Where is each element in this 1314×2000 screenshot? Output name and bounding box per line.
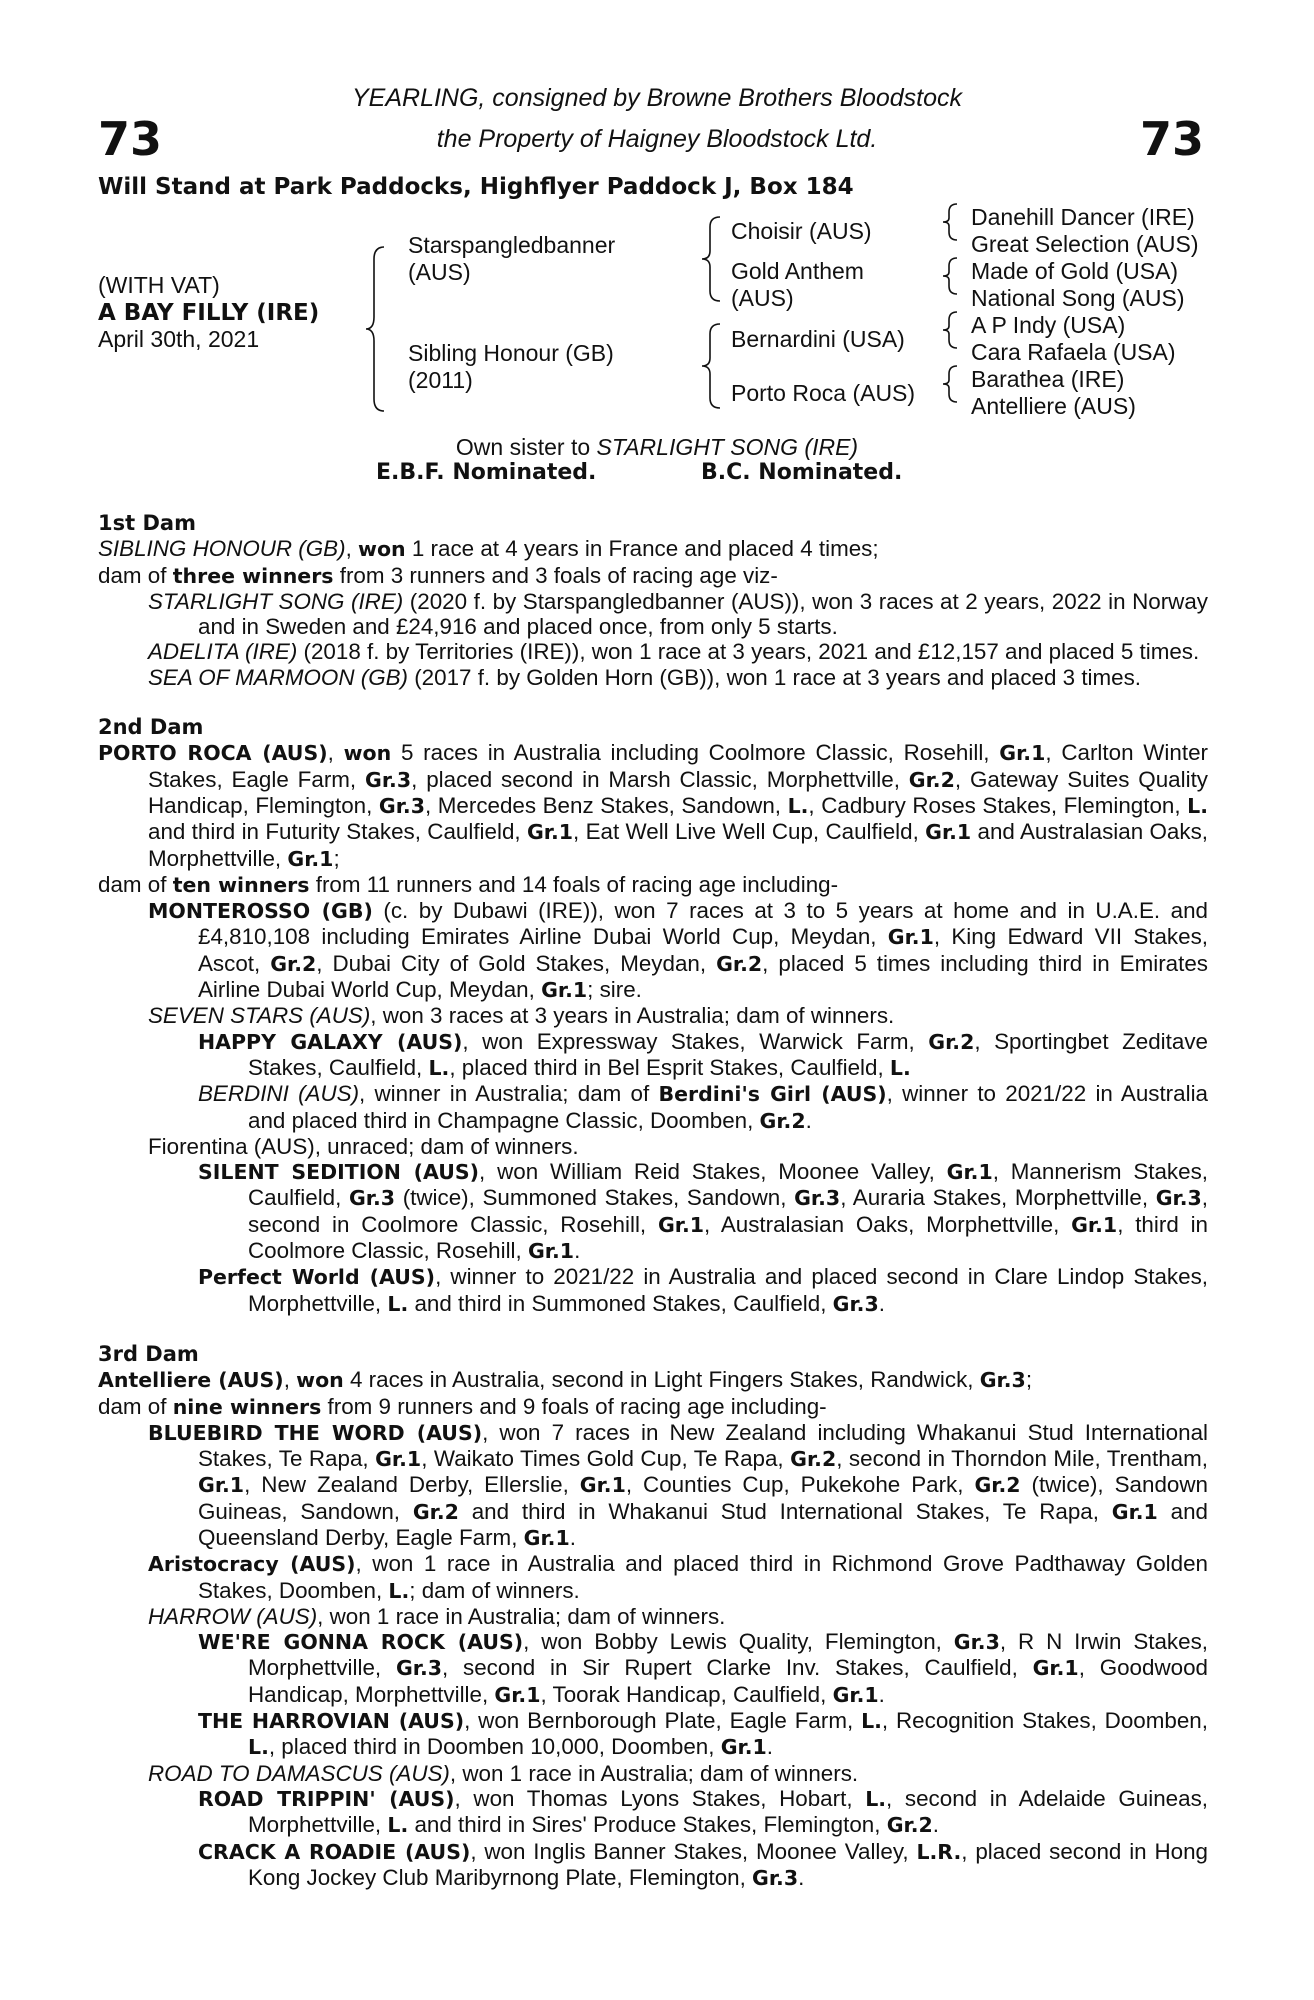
lot-number-right: 73 (1139, 112, 1204, 166)
grandfoal-entry: SILENT SEDITION (AUS), won William Reid Stakes, Moonee Valley, Gr.1, Mannerism Stakes, Caulfield, Gr.3 (twice), Summoned Stakes, Sandown, Gr.3, Auraria Stakes, Morphettville, Gr.3, second in Coolmore Classic, Rosehill, Gr.1, Australasian Oaks, Morphettville, Gr.1, third in Coolmore Classic, Rosehill, Gr.1. (198, 1159, 1209, 1264)
third-dam-intro: Antelliere (AUS), won 4 races in Australia, second in Light Fingers Stakes, Randwick, Gr.3; (98, 1367, 1033, 1393)
stand-location: Will Stand at Park Paddocks, Highflyer Paddock J, Box 184 (98, 174, 854, 200)
vat-note: (WITH VAT) (98, 272, 220, 298)
own-sister-note: Own sister to STARLIGHT SONG (IRE) (455, 434, 859, 460)
first-dam-intro: SIBLING HONOUR (GB), won 1 race at 4 years in France and placed 4 times; (98, 536, 879, 562)
grandfoal-entry: BERDINI (AUS), winner in Australia; dam of Berdini's Girl (AUS), winner to 2021/22 in Australia and placed third in Champagne Classic, Doomben, Gr.2. (198, 1081, 1208, 1133)
dam-sire: Bernardini (USA) (731, 326, 905, 352)
sire-dam: Gold Anthem (AUS) (731, 258, 864, 311)
second-dam-intro: PORTO ROCA (AUS), won 5 races in Australia including Coolmore Classic, Rosehill, Gr.1, Carlton Winter Stakes, Eagle Farm, Gr.3, placed second in Marsh Classic, Morphettville, Gr.2, Gateway Suites Quality Handicap, Flemington, Gr.3, Mercedes Benz Stakes, Sandown, L., Cadbury Roses Stakes, Flemington, L. and third in Futurity Stakes, Caulfield, Gr.1, Eat Well Live Well Cup, Caulfield, Gr.1 and Australasian Oaks, Morphettville, Gr.1; (98, 740, 1208, 871)
gen3-8: Antelliere (AUS) (971, 393, 1136, 419)
foal-entry: Fiorentina (AUS), unraced; dam of winners. (148, 1133, 579, 1159)
grandfoal-entry: WE'RE GONNA ROCK (AUS), won Bobby Lewis Quality, Flemington, Gr.3, R N Irwin Stakes, Morphettville, Gr.3, second in Sir Rupert Clarke Inv. Stakes, Caulfield, Gr.1, Goodwood Handicap, Morphettville, Gr.1, Toorak Handicap, Caulfield, Gr.1. (198, 1629, 1208, 1707)
dam-dam: Porto Roca (AUS) (731, 380, 916, 406)
pedigree-bracket-sire (706, 215, 726, 305)
consignor-line: YEARLING, consigned by Browne Brothers Bloodstock (351, 84, 963, 112)
first-dam-produce: dam of three winners from 3 runners and 3 foals of racing age viz- (98, 562, 778, 588)
third-dam-section (98, 1342, 1208, 1891)
grandfoal-entry: CRACK A ROADIE (AUS), won Inglis Banner Stakes, Moonee Valley, L.R., placed second in Hong Kong Jockey Club Maribyrnong Plate, Flemington, Gr.3. (198, 1838, 1208, 1890)
dam-record (98, 511, 1208, 1916)
pedigree-bracket-g56 (945, 310, 959, 350)
lot-number-left: 73 (98, 112, 163, 166)
second-dam-produce: dam of ten winners from 11 runners and 14 foals of racing age including- (98, 871, 839, 897)
pedigree-bracket-g12 (945, 202, 959, 242)
grandfoal-entry: HAPPY GALAXY (AUS), won Expressway Stakes, Warwick Farm, Gr.2, Sportingbet Zeditave Stakes, Caulfield, L., placed third in Bel Esprit Stakes, Caulfield, L. (198, 1028, 1208, 1080)
third-dam-produce: dam of nine winners from 9 runners and 9 foals of racing age including- (98, 1393, 827, 1419)
foal-entry: SEA OF MARMOON (GB) (2017 f. by Golden Horn (GB)), won 1 race at 3 years and placed 3 times. (148, 664, 1142, 690)
foal-entry: ROAD TO DAMASCUS (AUS), won 1 race in Australia; dam of winners. (148, 1760, 859, 1786)
horse-name: A BAY FILLY (IRE) (98, 300, 320, 326)
grandfoal-entry: Perfect World (AUS), winner to 2021/22 in Australia and placed second in Clare Lindop Stakes, Morphettville, L. and third in Summoned Stakes, Caulfield, Gr.3. (198, 1264, 1208, 1316)
gen3-7: Barathea (IRE) (971, 366, 1125, 392)
dam: Sibling Honour (GB) (2011) (408, 340, 614, 393)
gen3-1: Danehill Dancer (IRE) (971, 204, 1195, 230)
second-dam-section (98, 715, 1208, 1317)
pedigree-bracket-dam (706, 322, 726, 412)
grandfoal-entry: THE HARROVIAN (AUS), won Bernborough Plate, Eagle Farm, L., Recognition Stakes, Doomben, L., placed third in Doomben 10,000, Doomben, Gr.1. (198, 1708, 1208, 1760)
foal-entry: Aristocracy (AUS), won 1 race in Australia and placed third in Richmond Grove Padthaway Golden Stakes, Doomben, L.; dam of winners. (148, 1551, 1209, 1603)
foal-entry: ADELITA (IRE) (2018 f. by Territories (IRE)), won 1 race at 3 years, 2021 and £12,157 and placed 5 times. (148, 639, 1200, 665)
property-line: the Property of Haigney Bloodstock Ltd. (436, 125, 878, 153)
pedigree-bracket-g34 (945, 256, 959, 296)
sire: Starspangledbanner (AUS) (408, 232, 616, 285)
sire-sire: Choisir (AUS) (731, 218, 872, 244)
foal-entry: HARROW (AUS), won 1 race in Australia; dam of winners. (148, 1603, 726, 1629)
foal-entry: SEVEN STARS (AUS), won 3 races at 3 years in Australia; dam of winners. (148, 1003, 895, 1029)
foal-entry: BLUEBIRD THE WORD (AUS), won 7 races in New Zealand including Whakanui Stud International Stakes, Te Rapa, Gr.1, Waikato Times Gold Cup, Te Rapa, Gr.2, second in Thorndon Mile, Trentham, Gr.1, New Zealand Derby, Ellerslie, Gr.1, Counties Cup, Pukekohe Park, Gr.2 (twice), Sandown Guineas, Sandown, Gr.2 and third in Whakanui Stud International Stakes, Te Rapa, Gr.1 and Queensland Derby, Eagle Farm, Gr.1. (148, 1419, 1208, 1550)
gen3-2: Great Selection (AUS) (971, 231, 1199, 257)
second-dam-heading: 2nd Dam (98, 715, 204, 740)
foaling-date: April 30th, 2021 (98, 326, 260, 352)
first-dam-heading: 1st Dam (98, 511, 196, 535)
gen3-3: Made of Gold (USA) (971, 258, 1179, 284)
gen3-5: A P Indy (USA) (971, 312, 1126, 338)
grandfoal-entry: ROAD TRIPPIN' (AUS), won Thomas Lyons Stakes, Hobart, L., second in Adelaide Guineas, Morphettville, L. and third in Sires' Produce Stakes, Flemington, Gr.2. (198, 1785, 1208, 1838)
third-dam-heading: 3rd Dam (98, 1341, 199, 1366)
pedigree-bracket-main (370, 245, 390, 415)
bc-nominated: B.C. Nominated. (701, 460, 903, 485)
pedigree-bracket-g78 (945, 364, 959, 404)
first-dam-section (98, 511, 1208, 690)
ebf-nominated: E.B.F. Nominated. (376, 460, 597, 485)
gen3-6: Cara Rafaela (USA) (971, 339, 1176, 365)
foal-entry: MONTEROSSO (GB) (c. by Dubawi (IRE)), won 7 races at 3 to 5 years at home and in U.A.E. and £4,810,108 including Emirates Airline Dubai World Cup, Meydan, Gr.1, King Edward VII Stakes, Ascot, Gr.2, Dubai City of Gold Stakes, Meydan, Gr.2, placed 5 times including third in Emirates Airline Dubai World Cup, Meydan, Gr.1; sire. (148, 898, 1208, 1003)
foal-entry: STARLIGHT SONG (IRE) (2020 f. by Starspangledbanner (AUS)), won 3 races at 2 years, 2022 in Norway and in Sweden and £24,916 and placed once, from only 5 starts. (148, 588, 1208, 640)
gen3-4: National Song (AUS) (971, 285, 1185, 311)
